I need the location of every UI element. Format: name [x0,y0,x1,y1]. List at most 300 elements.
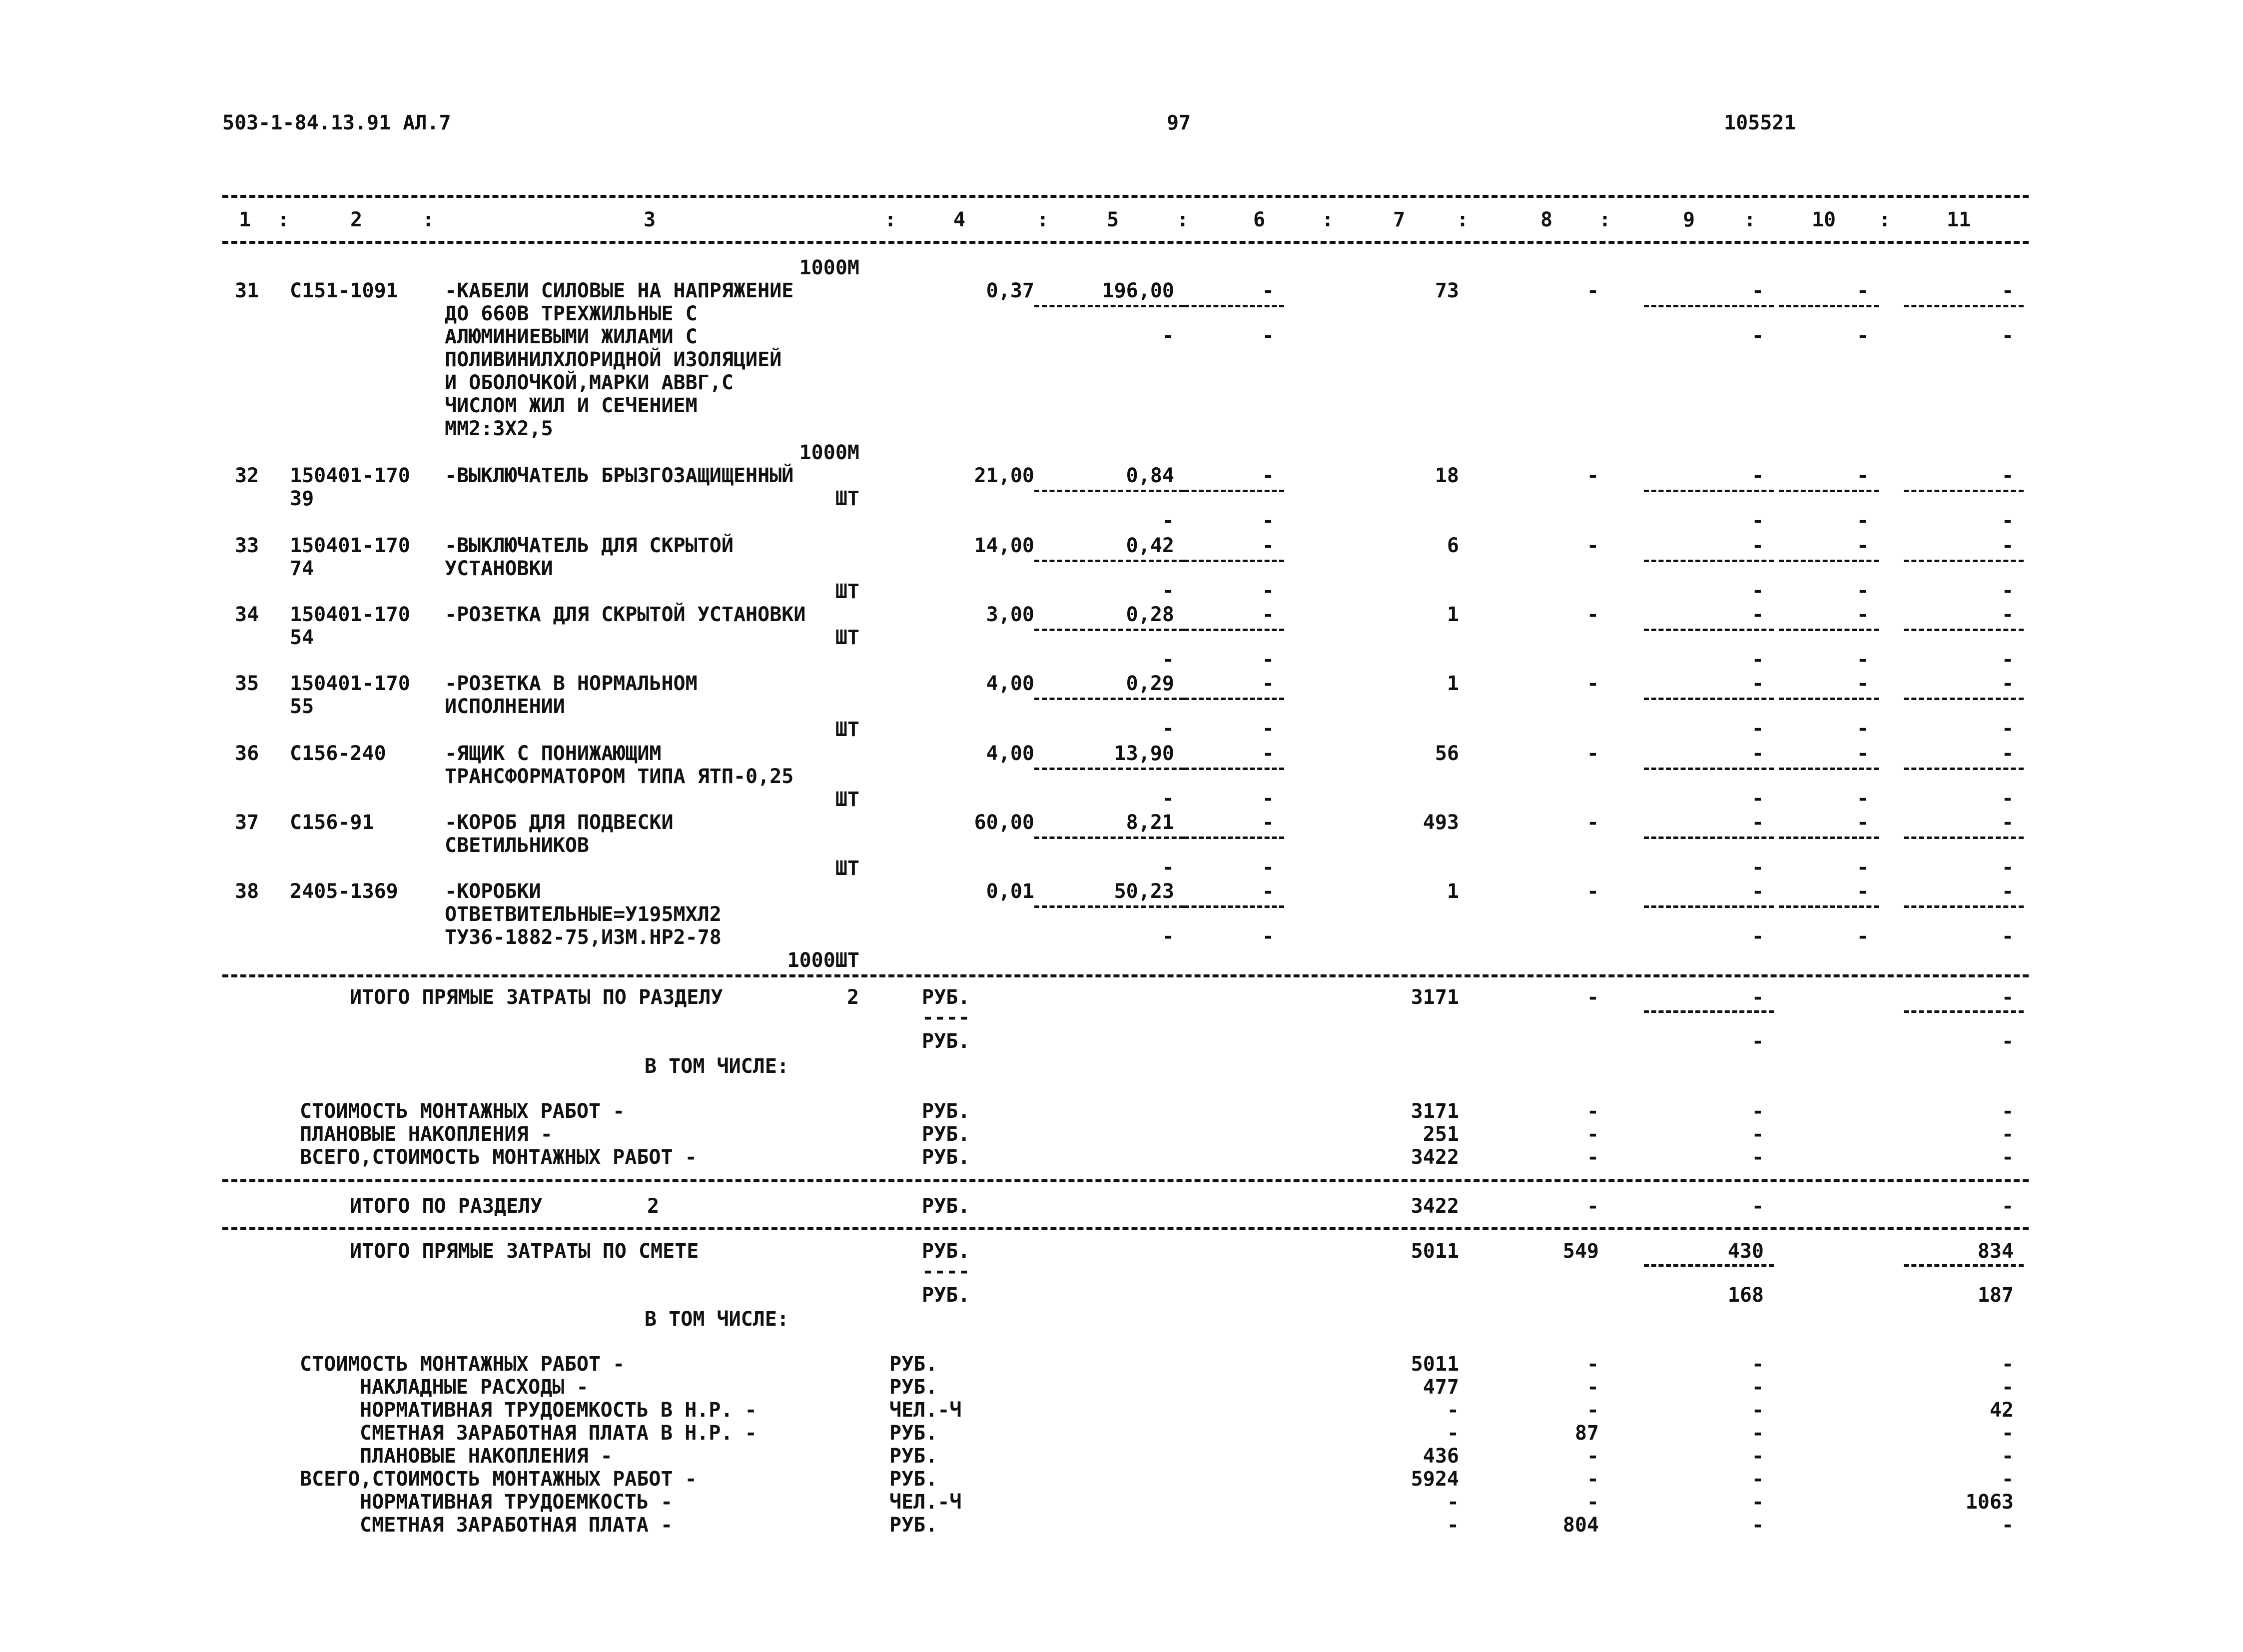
cell-divider [1644,629,1774,631]
sub-value-cell: - [1262,509,1274,532]
cell-divider [1034,836,1184,839]
row-number: 35 [235,672,259,695]
col11-cell: - [2001,672,2014,695]
col8-cell: - [1586,1376,1599,1399]
sub-value-cell: - [1162,717,1174,740]
unit-price-cell: 0,28 [1126,603,1174,626]
unit-label: РУБ. [889,1376,938,1399]
row-number: 32 [235,464,259,487]
summary-cost: 477 [1423,1376,1459,1399]
col11-cell: - [2001,986,2014,1009]
sub-value-cell: - [1262,856,1274,879]
cell-divider [1644,490,1774,492]
row-code: 150401-170 [290,534,410,557]
col11-cell: - [2001,1445,2014,1468]
sub-value-cell: - [2001,509,2014,532]
column-header-1: 1 [238,208,251,231]
unit-label: РУБ. [922,986,970,1009]
col11-cell: - [2001,603,2014,626]
col6-cell: - [1262,672,1274,695]
row-description: УСТАНОВКИ [445,557,553,580]
col9-cell: - [1751,534,1764,557]
total-cost-cell: 56 [1435,742,1459,765]
estimate-total-cost: 5011 [1411,1240,1459,1263]
cell-divider [1184,490,1284,492]
cell-divider [1779,768,1879,770]
summary-line-label: СТОИМОСТЬ МОНТАЖНЫХ РАБОТ - [300,1100,625,1123]
col10-cell: - [1856,811,1869,834]
col8-cell: - [1586,1491,1599,1514]
row-number: 38 [235,880,259,903]
unit-label: РУБ. [889,1514,938,1537]
col8-cell: - [1586,1445,1599,1468]
sub-value-cell: - [1751,925,1764,948]
quantity-cell: 60,00 [974,811,1034,834]
row-code: С151-1091 [290,279,398,302]
col11-cell: - [2001,279,2014,302]
cell-divider [1904,560,2024,562]
column-separator: : [1457,208,1469,231]
cell-divider [1644,305,1774,307]
summary-cost: 251 [1423,1123,1459,1146]
col6-cell: - [1262,811,1274,834]
row-description: -КОРОБКИ [445,880,541,903]
col9-cell: - [1751,1146,1764,1169]
quantity-cell: 4,00 [986,742,1034,765]
col9-cell: - [1751,1123,1764,1146]
col8-cell: - [1586,1353,1599,1376]
unit-label: РУБ. [922,1123,970,1146]
sub-value-cell: - [1751,856,1764,879]
column-separator: : [1037,208,1049,231]
summary-line-label: СМЕТНАЯ ЗАРАБОТНАЯ ПЛАТА - [360,1514,673,1537]
row-description: ЧИСЛОМ ЖИЛ И СЕЧЕНИЕМ [445,394,698,417]
cell-divider [1184,905,1284,908]
col8-cell: - [1586,279,1599,302]
col11-cell: 834 [1977,1240,2014,1263]
col10-cell: - [1856,534,1869,557]
col9-cell: - [1751,603,1764,626]
unit-price-cell: 0,29 [1126,672,1174,695]
sub-value-cell: - [1856,509,1869,532]
unit-label: РУБ. [889,1445,938,1468]
sub-value-cell: - [1751,717,1764,740]
row-description: -ВЫКЛЮЧАТЕЛЬ ДЛЯ СКРЫТОЙ [445,534,734,557]
col11-cell: 1063 [1965,1491,2014,1514]
col9-cell: - [1751,1491,1764,1514]
unit-label: РУБ. [889,1468,938,1491]
summary-cost: - [1447,1514,1459,1537]
summary-cost: 436 [1423,1445,1459,1468]
col11-cell: - [2001,1123,2014,1146]
sub-value-cell: 168 [1727,1284,1764,1307]
col9-cell: - [1751,672,1764,695]
document-number: 105521 [1724,111,1796,134]
cell-divider [1644,836,1774,839]
summary-cost: 5924 [1411,1468,1459,1491]
col6-cell: - [1262,603,1274,626]
row-number: 37 [235,811,259,834]
sub-value-cell: - [1751,579,1764,602]
col11-cell: - [2001,1100,2014,1123]
cell-divider [1644,768,1774,770]
unit-label: РУБ. [922,1284,970,1307]
col8-cell: - [1586,811,1599,834]
col9-cell: - [1751,1399,1764,1422]
summary-cost: 5011 [1411,1353,1459,1376]
row-description: ММ2:3Х2,5 [445,417,553,440]
column-separator: : [277,208,290,231]
col8-cell: - [1586,986,1599,1009]
row-description: СВЕТИЛЬНИКОВ [445,834,589,857]
summary-cost: - [1447,1491,1459,1514]
quantity-cell: 0,01 [986,880,1034,903]
col8-cell: - [1586,1468,1599,1491]
quantity-cell: 14,00 [974,534,1034,557]
cell-divider [1904,1010,2024,1013]
col9-cell: - [1751,464,1764,487]
col6-cell: - [1262,534,1274,557]
cell-divider [1034,768,1184,770]
sub-value-cell: - [2001,324,2014,347]
col11-cell: - [2001,811,2014,834]
row-description: -КОРОБ ДЛЯ ПОДВЕСКИ [445,811,674,834]
col11-cell: - [2001,1422,2014,1445]
summary-line-label: НОРМАТИВНАЯ ТРУДОЕМКОСТЬ - [360,1491,673,1514]
row-description: ТУ36-1882-75,ИЗМ.НР2-78 [445,926,722,949]
sub-value-cell: - [1262,787,1274,810]
total-cost-cell: 493 [1423,811,1459,834]
col11-cell: - [2001,534,2014,557]
col8-cell: 87 [1574,1422,1599,1445]
col9-cell: 430 [1727,1240,1764,1263]
col11-cell: - [2001,1195,2014,1218]
cell-divider [1184,836,1284,839]
including-heading: В ТОМ ЧИСЛЕ: [645,1308,789,1331]
column-header-10: 10 [1811,208,1836,231]
summary-cost: 3422 [1411,1146,1459,1169]
col8-cell: - [1586,1123,1599,1146]
sub-value-cell: - [1262,717,1274,740]
row-number: 33 [235,534,259,557]
row-description: -РОЗЕТКА ДЛЯ СКРЫТОЙ УСТАНОВКИ [445,603,806,626]
col8-cell: - [1586,742,1599,765]
unit-label: ЧЕЛ.-Ч [889,1399,962,1422]
col9-cell: - [1751,811,1764,834]
col11-cell: - [2001,1353,2014,1376]
col8-cell: 804 [1562,1514,1599,1537]
col9-cell: - [1751,1468,1764,1491]
col10-cell: - [1856,742,1869,765]
cell-divider [1779,560,1879,562]
sub-value-cell: - [1162,856,1174,879]
unit-dashes: ---- [922,1006,970,1029]
sub-value-cell: - [1262,648,1274,671]
quantity-cell: 4,00 [986,672,1034,695]
row-code: С156-240 [290,742,386,765]
cell-divider [1904,768,2024,770]
col9-cell: - [1751,1376,1764,1399]
column-separator: : [884,208,897,231]
cell-divider [1184,629,1284,631]
sub-value-cell: - [2001,648,2014,671]
sub-value-cell: - [1262,579,1274,602]
row-unit: ШТ [835,857,859,880]
cell-divider [1779,305,1879,307]
cell-divider [1644,698,1774,700]
col8-cell: - [1586,603,1599,626]
section-sum-cost: 3422 [1411,1195,1459,1218]
total-cost-cell: 1 [1447,672,1459,695]
row-number: 34 [235,603,259,626]
cell-divider [1779,629,1879,631]
summary-line-label: СМЕТНАЯ ЗАРАБОТНАЯ ПЛАТА В Н.Р. - [360,1422,757,1445]
cell-divider [1904,905,2024,908]
row-description: ИСПОЛНЕНИИ [445,695,565,718]
sub-value-cell: - [1162,579,1174,602]
column-header-3: 3 [643,208,656,231]
unit-dashes: ---- [922,1260,970,1283]
row-description: -ВЫКЛЮЧАТЕЛЬ БРЫЗГОЗАЩИЩЕННЫЙ [445,464,794,487]
summary-cost: - [1447,1399,1459,1422]
column-header-11: 11 [1946,208,1971,231]
col11-cell: - [2001,1514,2014,1537]
col11-cell: - [2001,742,2014,765]
row-description: -КАБЕЛИ СИЛОВЫЕ НА НАПРЯЖЕНИЕ [445,279,794,302]
col8-cell: - [1586,672,1599,695]
row-description: ДО 660В ТРЕХЖИЛЬНЫЕ С [445,302,698,325]
page-number: 97 [1167,111,1191,134]
summary-line-label: ПЛАНОВЫЕ НАКОПЛЕНИЯ - [300,1123,553,1146]
column-separator: : [1599,208,1611,231]
cell-divider [1779,836,1879,839]
cell-divider [1904,1264,2024,1267]
total-cost-cell: 6 [1447,534,1459,557]
col11-cell: - [2001,464,2014,487]
total-cost-cell: 1 [1447,880,1459,903]
sub-value-cell: - [1262,925,1274,948]
summary-cost: - [1447,1422,1459,1445]
column-separator: : [1177,208,1189,231]
cell-divider [1904,629,2024,631]
row-code: 74 [290,557,314,580]
row-code: 150401-170 [290,464,410,487]
sub-value-cell: 187 [1977,1284,2014,1307]
summary-line-label: ПЛАНОВЫЕ НАКОПЛЕНИЯ - [360,1445,613,1468]
cell-divider [1779,490,1879,492]
row-unit: ШТ [835,788,859,811]
unit-label: РУБ. [922,1146,970,1169]
sub-value-cell: - [2001,925,2014,948]
row-unit-header: 1000М [799,441,859,464]
col10-cell: - [1856,880,1869,903]
cell-divider [1034,698,1184,700]
col9-cell: - [1751,279,1764,302]
col6-cell: - [1262,742,1274,765]
row-description: ОТВЕТВИТЕЛЬНЫЕ=У195МХЛ2 [445,903,722,926]
cell-divider [1034,629,1184,631]
cell-divider [1184,768,1284,770]
unit-label: РУБ. [889,1353,938,1376]
cell-divider [1644,1264,1774,1267]
summary-line-label: ВСЕГО,СТОИМОСТЬ МОНТАЖНЫХ РАБОТ - [300,1146,697,1169]
col9-cell: - [1751,1445,1764,1468]
section-sum-rule [222,1179,2029,1182]
unit-label: РУБ. [922,1195,970,1218]
cell-divider [1779,698,1879,700]
sub-value-cell: - [1162,925,1174,948]
sub-value-cell: - [1751,1030,1764,1053]
col10-cell: - [1856,603,1869,626]
col8-cell: - [1586,880,1599,903]
sub-value-cell: - [1856,579,1869,602]
col6-cell: - [1262,464,1274,487]
column-header-9: 9 [1682,208,1695,231]
column-separator: : [1744,208,1756,231]
cell-divider [1644,560,1774,562]
row-unit: ШТ [835,487,859,510]
quantity-cell: 3,00 [986,603,1034,626]
col9-cell: - [1751,1514,1764,1537]
cell-divider [1034,305,1184,307]
cell-divider [1644,905,1774,908]
row-description: ТРАНСФОРМАТОРОМ ТИПА ЯТП-0,25 [445,765,794,788]
cell-divider [1904,490,2024,492]
sub-value-cell: - [1856,856,1869,879]
col8-cell: - [1586,1146,1599,1169]
unit-label: РУБ. [922,1240,970,1263]
quantity-cell: 0,37 [986,279,1034,302]
row-number: 31 [235,279,259,302]
unit-price-cell: 0,42 [1126,534,1174,557]
col11-cell: 42 [1989,1399,2014,1422]
col9-cell: - [1751,880,1764,903]
cell-divider [1644,1010,1774,1013]
col6-cell: - [1262,279,1274,302]
unit-price-cell: 50,23 [1114,880,1174,903]
cell-divider [1034,905,1184,908]
column-separator: : [422,208,435,231]
sub-value-cell: - [2001,1030,2014,1053]
col8-cell: - [1586,464,1599,487]
column-header-4: 4 [953,208,966,231]
row-unit: ШТ [835,718,859,741]
summary-line-label: НОРМАТИВНАЯ ТРУДОЕМКОСТЬ В Н.Р. - [360,1399,757,1422]
column-header-7: 7 [1393,208,1406,231]
unit-price-cell: 13,90 [1114,742,1174,765]
row-code: 150401-170 [290,672,410,695]
unit-label: РУБ. [922,1100,970,1123]
unit-price-cell: 196,00 [1102,279,1174,302]
column-header-8: 8 [1540,208,1553,231]
total-cost-cell: 73 [1435,279,1459,302]
cell-divider [1184,305,1284,307]
cell-divider [1034,490,1184,492]
column-separator: : [1322,208,1334,231]
section-total-rule [222,974,2029,977]
col8-cell: - [1586,534,1599,557]
cell-divider [1904,836,2024,839]
sub-value-cell: - [1162,787,1174,810]
row-unit: 1000ШТ [787,949,859,972]
sub-value-cell: - [1751,648,1764,671]
sub-value-cell: - [1262,324,1274,347]
quantity-cell: 21,00 [974,464,1034,487]
column-header-6: 6 [1253,208,1266,231]
cell-divider [1034,560,1184,562]
col8-cell: - [1586,1100,1599,1123]
sub-value-cell: - [2001,579,2014,602]
unit-label: ЧЕЛ.-Ч [889,1491,962,1514]
sub-value-cell: - [1162,509,1174,532]
col11-cell: - [2001,1376,2014,1399]
col9-cell: - [1751,1422,1764,1445]
sub-value-cell: - [1162,324,1174,347]
col9-cell: - [1751,742,1764,765]
section-sum-label: ИТОГО ПО РАЗДЕЛУ [350,1195,543,1218]
table-top-rule [222,195,2029,198]
col11-cell: - [2001,1468,2014,1491]
sub-value-cell: - [1856,717,1869,740]
total-cost-cell: 1 [1447,603,1459,626]
row-description: -ЯЩИК С ПОНИЖАЮЩИМ [445,742,662,765]
column-separator: : [1879,208,1891,231]
document-code: 503-1-84.13.91 АЛ.7 [222,111,451,134]
section-total-cost: 3171 [1411,986,1459,1009]
summary-line-label: ВСЕГО,СТОИМОСТЬ МОНТАЖНЫХ РАБОТ - [300,1468,697,1491]
summary-line-label: НАКЛАДНЫЕ РАСХОДЫ - [360,1376,589,1399]
total-cost-cell: 18 [1435,464,1459,487]
row-unit: ШТ [835,626,859,649]
row-description: -РОЗЕТКА В НОРМАЛЬНОМ [445,672,698,695]
sub-value-cell: - [2001,717,2014,740]
section-number: 2 [647,1195,660,1218]
row-unit: ШТ [835,580,859,603]
row-number: 36 [235,742,259,765]
row-description: ПОЛИВИНИЛХЛОРИДНОЙ ИЗОЛЯЦИЕЙ [445,348,782,371]
cell-divider [1904,698,2024,700]
sub-value-cell: - [1856,648,1869,671]
sub-value-cell: - [1856,787,1869,810]
section-total-label: ИТОГО ПРЯМЫЕ ЗАТРАТЫ ПО РАЗДЕЛУ [350,986,723,1009]
sub-value-cell: - [1751,324,1764,347]
col10-cell: - [1856,464,1869,487]
unit-price-cell: 0,84 [1126,464,1174,487]
table-header-rule [222,241,2029,244]
row-code: 2405-1369 [290,880,398,903]
cell-divider [1184,698,1284,700]
section-number: 2 [847,986,859,1009]
col9-cell: - [1751,986,1764,1009]
col9-cell: - [1751,1353,1764,1376]
col9-cell: - [1751,1100,1764,1123]
unit-label: РУБ. [889,1422,938,1445]
column-header-2: 2 [350,208,363,231]
col8-cell: 549 [1562,1240,1599,1263]
row-code: 55 [290,695,314,718]
row-code: С156-91 [290,811,374,834]
sub-value-cell: - [2001,787,2014,810]
estimate-total-rule [222,1227,2029,1230]
column-header-5: 5 [1106,208,1119,231]
sub-value-cell: - [1751,509,1764,532]
col11-cell: - [2001,1146,2014,1169]
col11-cell: - [2001,880,2014,903]
summary-line-label: СТОИМОСТЬ МОНТАЖНЫХ РАБОТ - [300,1353,625,1376]
unit-label: РУБ. [922,1030,970,1053]
including-heading: В ТОМ ЧИСЛЕ: [645,1055,789,1078]
cell-divider [1779,905,1879,908]
